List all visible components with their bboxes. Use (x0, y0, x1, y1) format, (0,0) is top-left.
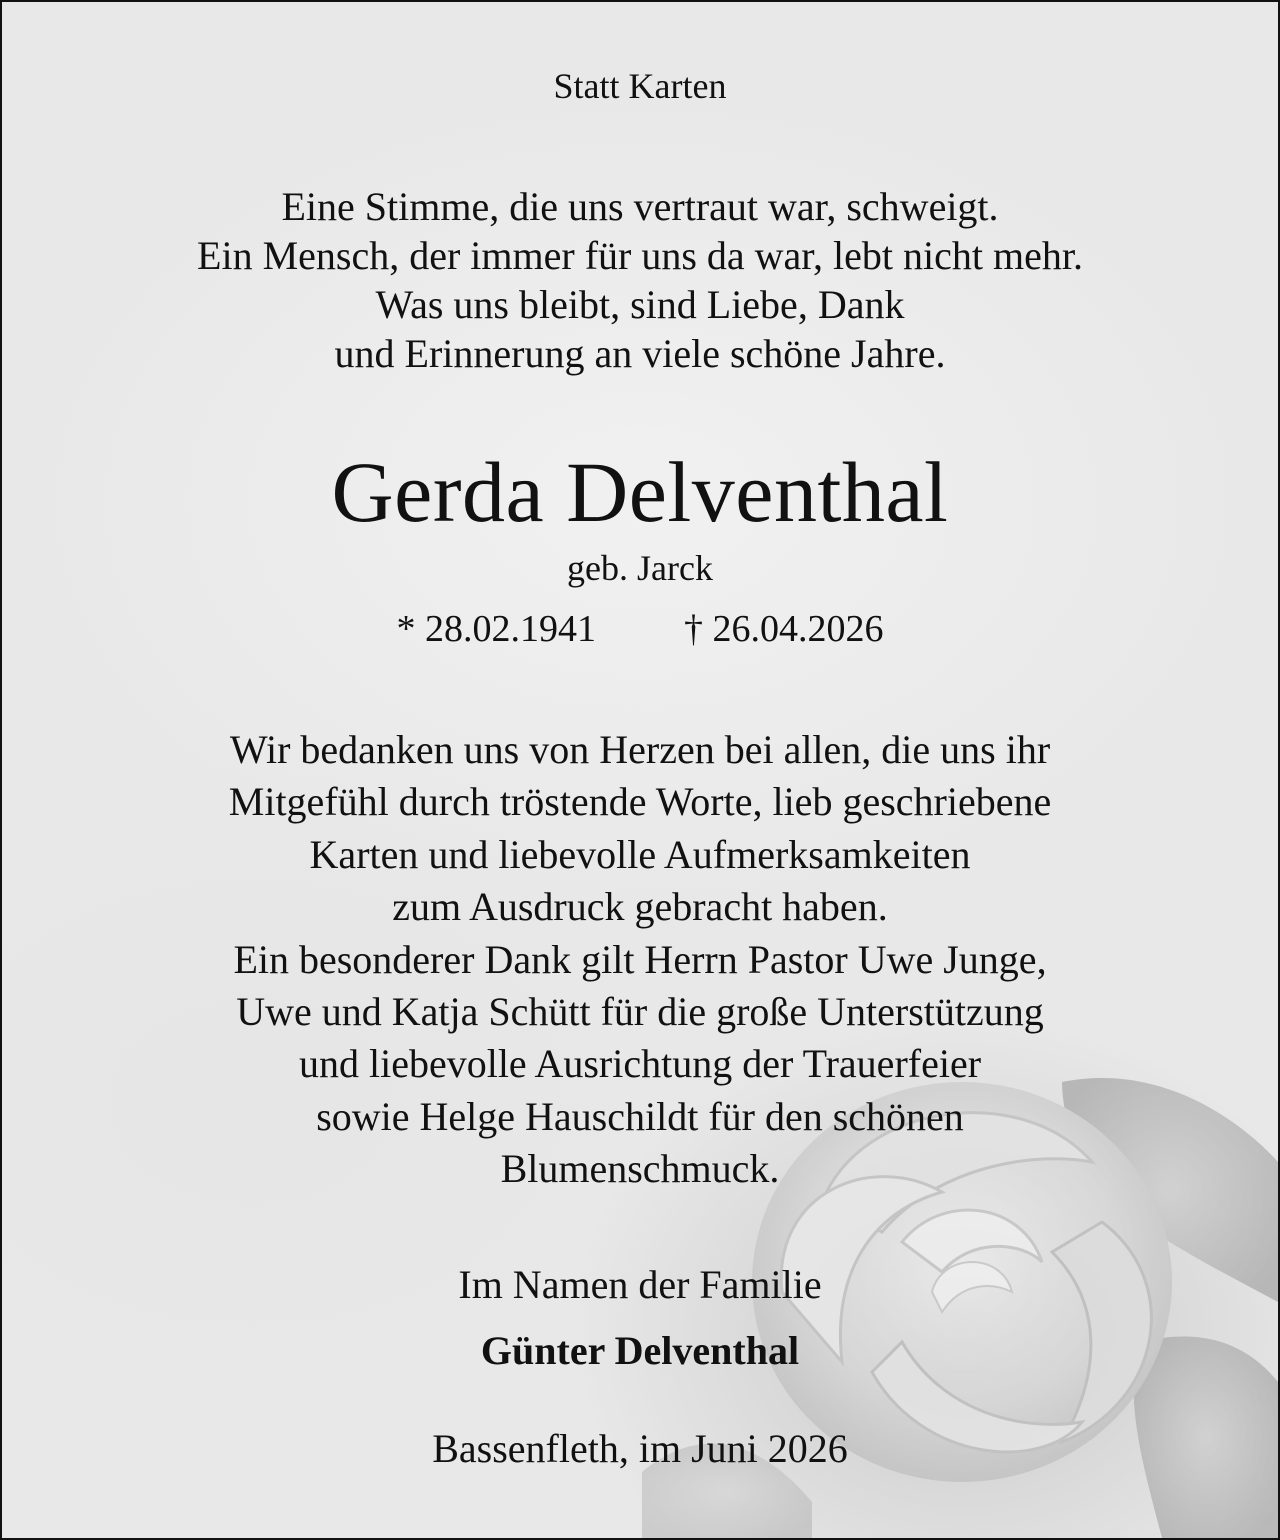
thanks-line: sowie Helge Hauschildt für den schönen (316, 1093, 964, 1139)
signoff-intro-text: Im Namen der Familie (458, 1262, 822, 1307)
thanks-line: zum Ausdruck gebracht haben. (392, 884, 888, 930)
deceased-name-text: Gerda Delventhal (331, 444, 949, 540)
thanks-line: Wir bedanken uns von Herzen bei allen, die uns ihr (229, 727, 1051, 772)
poem-line: Eine Stimme, die uns vertraut war, schweigt. (281, 184, 999, 229)
thanks-text (2, 724, 1278, 1196)
thanks-line: Mitgefühl durch tröstende Worte, lieb geschriebene (228, 779, 1052, 825)
header-text: Statt Karten (553, 66, 727, 106)
place-date (2, 1424, 1278, 1474)
birth-date: * 28.02.1941 (396, 608, 596, 650)
death-date: † 26.04.2026 (684, 608, 884, 650)
signoff-intro (2, 1260, 1278, 1310)
thanks-line: Uwe und Katja Schütt für die große Unterstützung (236, 989, 1044, 1035)
thanks-line: und liebevolle Ausrichtung der Trauerfeier (298, 1041, 982, 1087)
thanks-line: Blumenschmuck. (500, 1146, 780, 1192)
place-date-text: Bassenfleth, im Juni 2026 (432, 1426, 848, 1471)
poem-line: Was uns bleibt, sind Liebe, Dank (375, 282, 905, 327)
thanks-line: Ein besonderer Dank gilt Herrn Pastor Uwe Junge, (233, 936, 1047, 982)
birth-name (2, 545, 1278, 591)
header-note (2, 64, 1278, 108)
poem-line: Ein Mensch, der immer für uns da war, lebt nicht mehr. (197, 233, 1083, 278)
birth-name-text: geb. Jarck (567, 548, 713, 588)
life-dates (2, 604, 1278, 654)
poem (2, 182, 1278, 378)
deceased-name (2, 442, 1278, 542)
signer-name (2, 1326, 1278, 1376)
poem-line: und Erinnerung an viele schöne Jahre. (334, 331, 946, 376)
thanks-line: Karten und liebevolle Aufmerksamkeiten (309, 831, 971, 877)
signer-name-text: Günter Delventhal (480, 1328, 800, 1373)
